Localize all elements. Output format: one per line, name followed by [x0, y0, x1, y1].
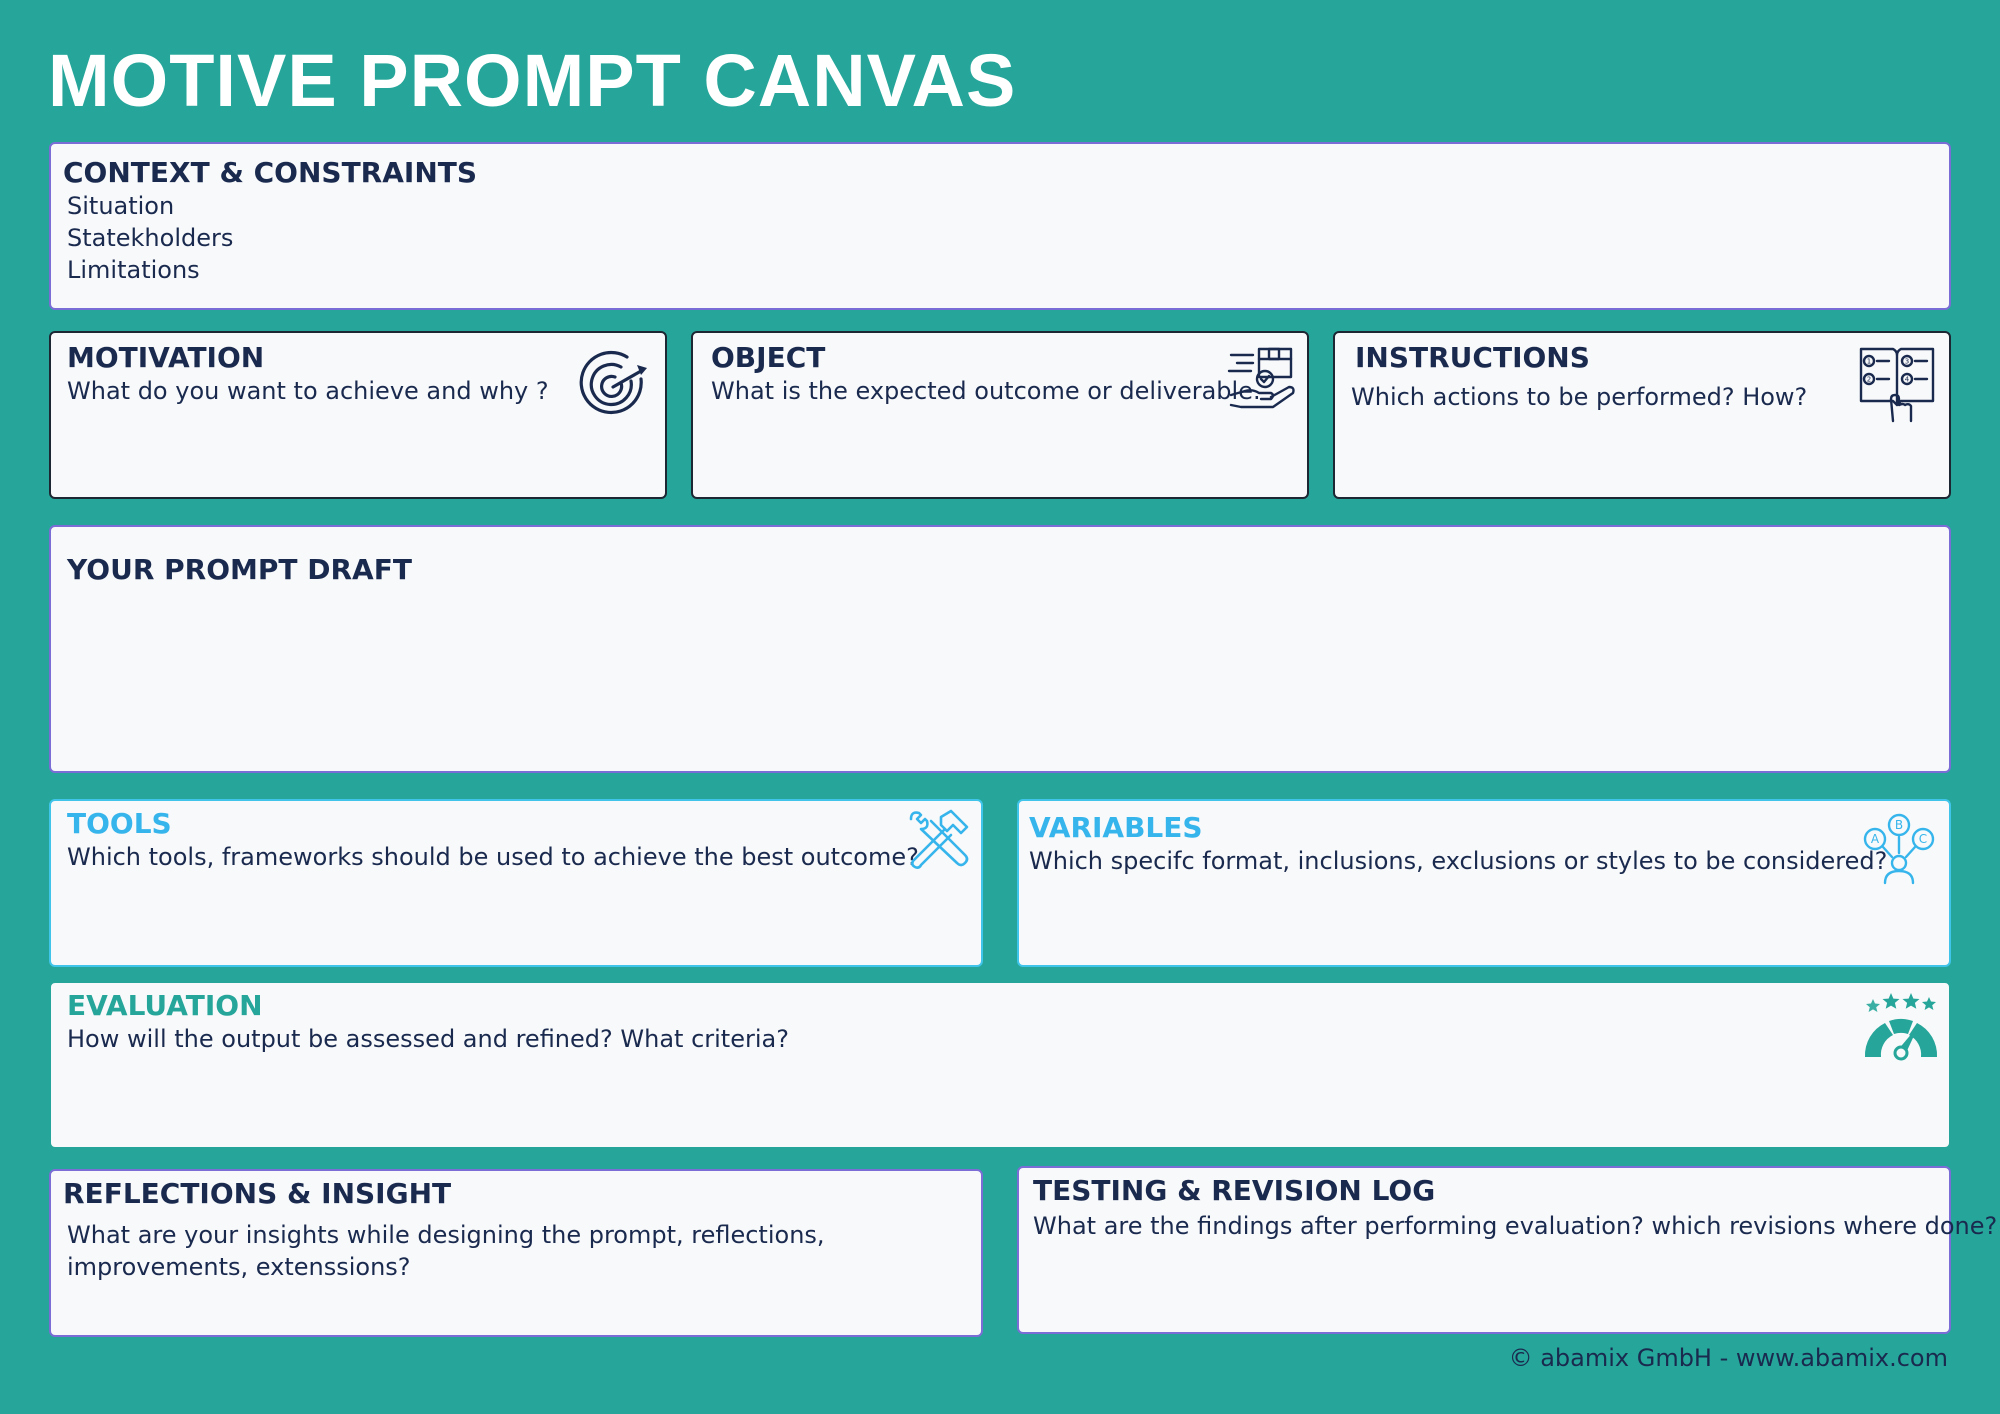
deliverable-hand-icon: [1227, 345, 1299, 417]
instructions-card[interactable]: [1333, 331, 1951, 499]
evaluation-heading: EVALUATION: [67, 989, 263, 1022]
svg-text:C: C: [1918, 832, 1928, 846]
list-item: Statekholders: [67, 224, 234, 252]
list-item: Limitations: [67, 256, 200, 284]
context-list: [67, 190, 233, 286]
abc-choice-person-icon: [1859, 813, 1943, 885]
variables-heading: VARIABLES: [1029, 811, 1203, 844]
rating-gauge-icon: [1861, 991, 1941, 1063]
motivation-prompt: What do you want to achieve and why ?: [67, 377, 549, 405]
testing-heading: TESTING & REVISION LOG: [1033, 1174, 1436, 1207]
reflections-prompt-line2: improvements, extenssions?: [67, 1253, 411, 1281]
list-item: Situation: [67, 192, 175, 220]
svg-text:3: 3: [1904, 357, 1910, 366]
svg-text:B: B: [1894, 818, 1904, 832]
object-heading: OBJECT: [711, 341, 826, 374]
tools-prompt: Which tools, frameworks should be used to achieve the best outcome?: [67, 843, 919, 871]
prompt-draft-card[interactable]: [49, 525, 1951, 773]
variables-card[interactable]: [1017, 799, 1951, 967]
motivation-card[interactable]: [49, 331, 667, 499]
object-prompt: What is the expected outcome or deliverable.: [711, 377, 1261, 405]
svg-text:A: A: [1870, 832, 1880, 846]
hammer-wrench-icon: [907, 809, 971, 873]
page-title: MOTIVE PROMPT CANVAS: [48, 39, 1017, 122]
context-heading: CONTEXT & CONSTRAINTS: [63, 156, 478, 189]
tools-heading: TOOLS: [67, 807, 172, 840]
motivation-heading: MOTIVATION: [67, 341, 265, 374]
svg-text:2: 2: [1866, 375, 1872, 384]
reflections-prompt-line1: What are your insights while designing the prompt, reflections,: [67, 1221, 825, 1249]
instructions-heading: INSTRUCTIONS: [1355, 341, 1590, 374]
testing-card[interactable]: [1017, 1166, 1998, 1334]
testing-prompt: What are the findings after performing evaluation? which revisions where done?: [1033, 1212, 1998, 1240]
reflections-card[interactable]: [49, 1169, 983, 1337]
context-card[interactable]: [49, 142, 1951, 310]
evaluation-prompt: How will the output be assessed and refined? What criteria?: [67, 1025, 789, 1053]
svg-text:4: 4: [1904, 375, 1910, 384]
tools-card[interactable]: [49, 799, 983, 967]
variables-prompt: Which specifc format, inclusions, exclusions or styles to be considered?: [1029, 847, 1888, 875]
instructions-prompt: Which actions to be performed? How?: [1351, 383, 1808, 411]
reflections-heading: REFLECTIONS & INSIGHT: [63, 1177, 452, 1210]
evaluation-card[interactable]: [49, 981, 1951, 1149]
target-icon: [577, 349, 651, 423]
footer-copyright: © abamix GmbH - www.abamix.com: [1508, 1344, 1948, 1372]
prompt-draft-heading: YOUR PROMPT DRAFT: [67, 553, 412, 586]
numbered-steps-book-icon: [1857, 343, 1937, 423]
svg-text:1: 1: [1866, 357, 1872, 366]
object-card[interactable]: [691, 331, 1309, 499]
